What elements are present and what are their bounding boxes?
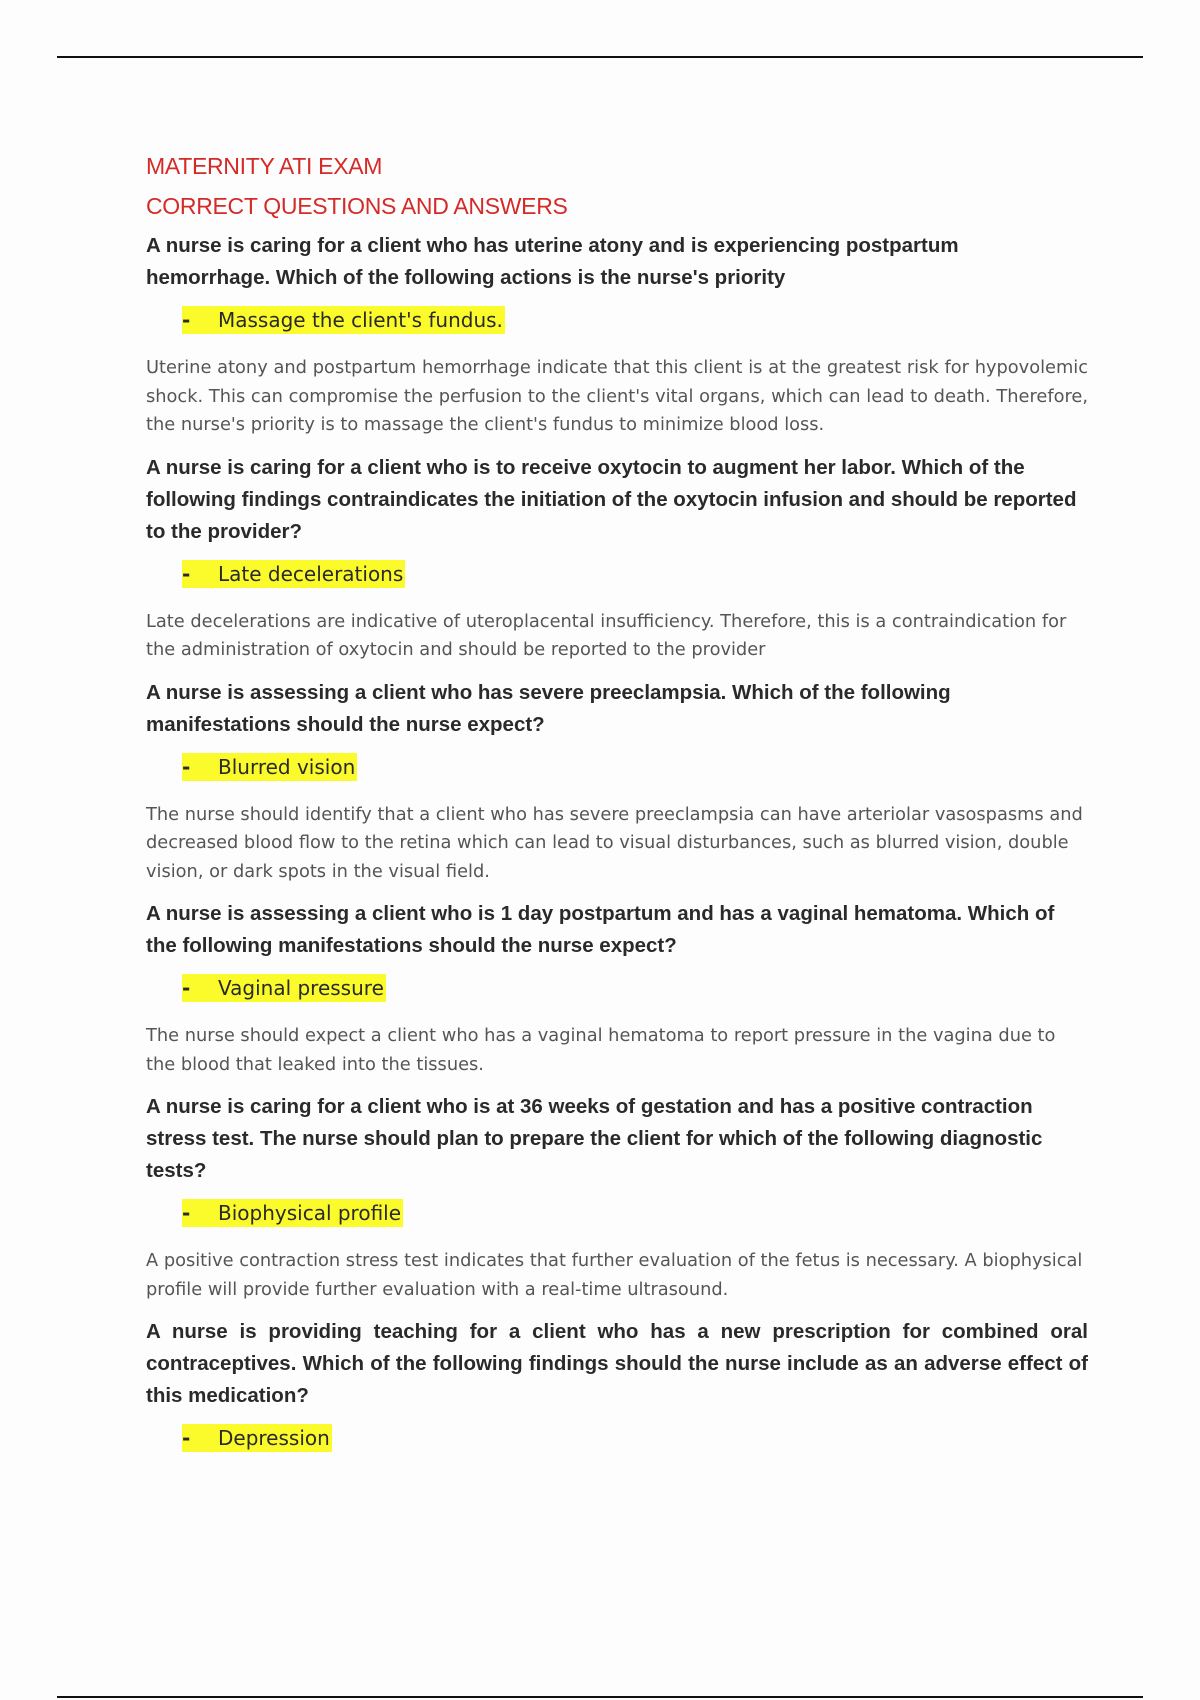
answer-text: Vaginal pressure [218, 976, 384, 1000]
answer-row [182, 306, 1088, 338]
header-rule [57, 56, 1143, 58]
highlighted-answer [182, 974, 386, 1002]
question-block [146, 230, 1088, 440]
question-block [146, 1091, 1088, 1304]
question-text: A nurse is assessing a client who has severe preeclampsia. Which of the following manifestations should the nurse expect? [146, 680, 951, 736]
highlighted-answer [182, 753, 357, 781]
question-text: A nurse is assessing a client who is 1 day postpartum and has a vaginal hematoma. Which of the following manifestations should the nurse expect? [146, 902, 1055, 957]
answer-text: Blurred vision [218, 754, 356, 779]
bullet-dash: - [182, 308, 191, 332]
bullet-dash: - [182, 1426, 191, 1450]
bullet-dash: - [182, 561, 191, 586]
explanation-text: The nurse should identify that a client who has severe preeclampsia can have arteriolar vasospasms and decreased blood flow to the retina which can lead to visual disturbances, such as blurred vision, double vision, or dark spots in the visual field. [146, 803, 1083, 882]
highlighted-answer [182, 1424, 332, 1452]
answer-row [182, 1424, 1088, 1456]
question-block [146, 677, 1088, 887]
answer-text: Massage the client's fundus. [218, 308, 503, 332]
bullet-dash: - [182, 754, 191, 779]
answer-row [182, 560, 1088, 592]
question-text: A nurse is caring for a client who is at 36 weeks of gestation and has a positive contraction stress test. The nurse should plan to prepare the client for which of the following diagnostic tests? [146, 1095, 1043, 1182]
question-text: A nurse is providing teaching for a client who has a new prescription for combined oral contraceptives. Which of the following findings should the nurse include as an adverse effect of this medication? [146, 1320, 1088, 1407]
explanation-text: Late decelerations are indicative of uteroplacental insufficiency. Therefore, this is a contraindication for the administration of oxytocin and should be reported to the provider [146, 610, 1067, 660]
question-text: A nurse is caring for a client who has uterine atony and is experiencing postpartum hemorrhage. Which of the following actions is the nurse's priority [146, 234, 959, 289]
answer-row [182, 974, 1088, 1006]
explanation-text: A positive contraction stress test indicates that further evaluation of the fetus is necessary. A biophysical profile will provide further evaluation with a real-time ultrasound. [146, 1250, 1083, 1300]
question-block [146, 1316, 1088, 1456]
document-subtitle: CORRECT QUESTIONS AND ANSWERS [146, 193, 568, 219]
answer-row [182, 753, 1088, 785]
document-body [146, 146, 1088, 1472]
answer-text: Depression [218, 1426, 330, 1450]
question-block [146, 898, 1088, 1079]
question-block [146, 452, 1088, 665]
highlighted-answer [182, 306, 505, 334]
explanation-text: The nurse should expect a client who has a vaginal hematoma to report pressure in the vagina due to the blood that leaked into the tissues. [146, 1025, 1056, 1075]
highlighted-answer [182, 560, 405, 588]
highlighted-answer [182, 1199, 403, 1227]
explanation-text: Uterine atony and postpartum hemorrhage indicate that this client is at the greatest risk for hypovolemic shock. This can compromise the perfusion to the client's vital organs, which can lead to death. Therefore, the nurse's priority is to massage the client's fundus to minimize blood loss. [146, 357, 1088, 435]
question-text: A nurse is caring for a client who is to receive oxytocin to augment her labor. Which of the following findings contraindicates the initiation of the oxytocin infusion and should be reported to the provider? [146, 455, 1077, 543]
answer-text: Late decelerations [218, 561, 404, 586]
footer-rule [57, 1696, 1143, 1698]
bullet-dash: - [182, 976, 191, 1000]
answer-row [182, 1199, 1088, 1231]
answer-text: Biophysical profile [218, 1201, 402, 1225]
bullet-dash: - [182, 1201, 191, 1225]
document-title: MATERNITY ATI EXAM [146, 153, 383, 179]
